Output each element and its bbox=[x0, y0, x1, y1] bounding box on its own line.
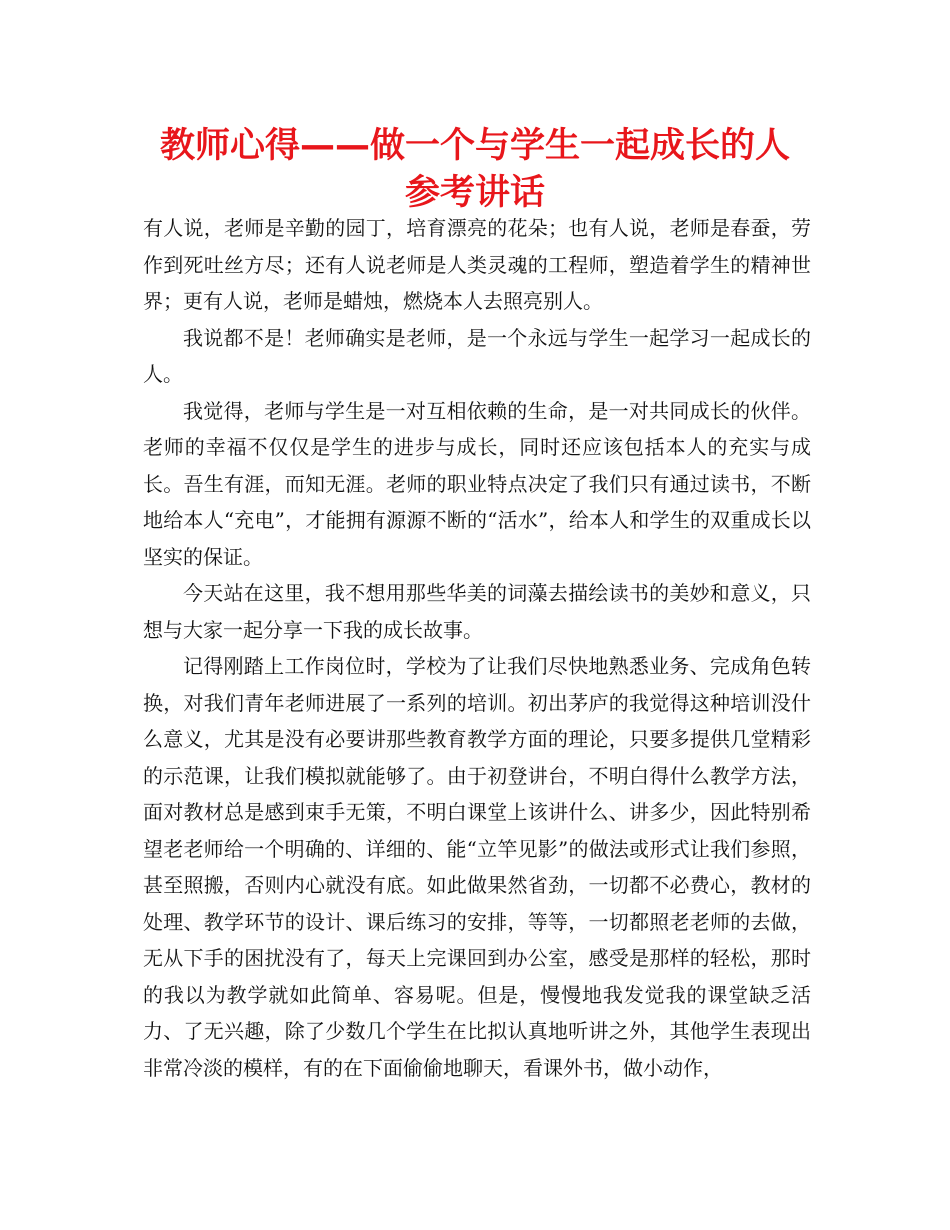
document-body bbox=[143, 210, 811, 1086]
paragraph-2: 我说都不是！老师确实是老师，是一个永远与学生一起学习一起成长的人。 bbox=[143, 325, 811, 386]
paragraph-1: 有人说，老师是辛勤的园丁，培育漂亮的花朵；也有人说，老师是春蚕，劳作到死吐丝方尽；还有人说老师是人类灵魂的工程师，塑造着学生的精神世界；更有人说，老师是蜡烛，燃烧本人去照亮别人。 bbox=[143, 216, 811, 313]
document-title-line-1: 教师心得——做一个与学生一起成长的人 bbox=[159, 126, 790, 166]
paragraph-5: 记得刚踏上工作岗位时，学校为了让我们尽快地熟悉业务、完成角色转换，对我们青年老师进展了一系列的培训。初出茅庐的我觉得这种培训没什么意义，尤其是没有必要讲那些教育教学方面的理论，只要多提供几堂精彩的示范课，让我们模拟就能够了。由于初登讲台，不明白得什么教学方法，面对教材总是感到束手无策，不明白课堂上该讲什么、讲多少，因此特别希望老老师给一个明确的、详细的、能“立竿见影”的做法或形式让我们参照，甚至照搬，否则内心就没有底。如此做果然省劲，一切都不必费心，教材的处理、教学环节的设计、课后练习的安排，等等，一切都照老老师的去做，无从下手的困扰没有了，每天上完课回到办公室，感受是那样的轻松，那时的我以为教学就如此简单、容易呢。但是，慢慢地我发觉我的课堂缺乏活力、了无兴趣，除了少数几个学生在比拟认真地听讲之外，其他学生表现出非常冷淡的模样，有的在下面偷偷地聊天，看课外书，做小动作， bbox=[143, 654, 811, 1080]
paragraph-3: 我觉得，老师与学生是一对互相依赖的生命，是一对共同成长的伙伴。老师的幸福不仅仅是学生的进步与成长，同时还应该包括本人的充实与成长。吾生有涯，而知无涯。老师的职业特点决定了我们只有通过读书，不断地给本人“充电”，才能拥有源源不断的“活水”，给本人和学生的双重成长以坚实的保证。 bbox=[143, 398, 811, 569]
document-title-line-2: 参考讲话 bbox=[404, 173, 545, 213]
paragraph-4: 今天站在这里，我不想用那些华美的词藻去描绘读书的美妙和意义，只想与大家一起分享一下我的成长故事。 bbox=[143, 581, 811, 642]
